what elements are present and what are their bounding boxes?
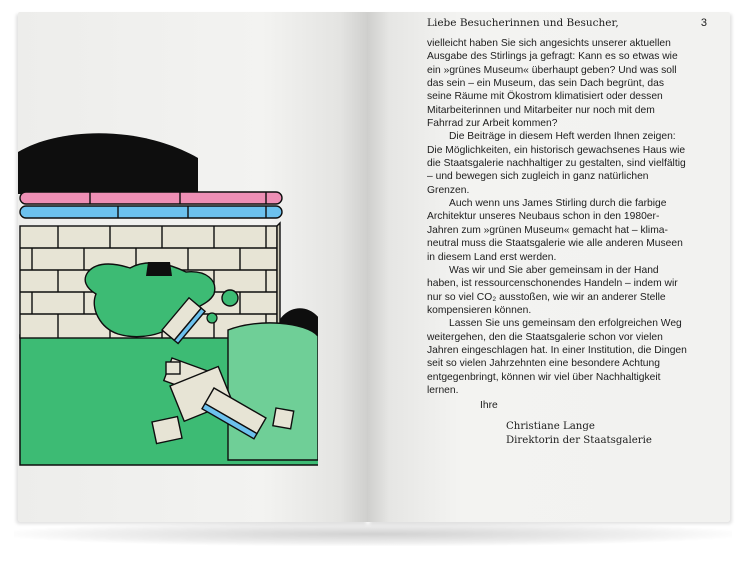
signature-block bbox=[506, 420, 652, 448]
paragraph: Auch wenn uns James Stirling durch die farbige Architektur unseres Neubaus schon in den 1980er-Jahren zum »grünen Museum« gemacht hat – klimaneutral muss die Staatsgalerie wie alle anderen Museen in diesem Land erst werden. bbox=[427, 198, 683, 263]
paragraph: Die Beiträge in diesem Heft werden Ihnen zeigen: Die Möglichkeiten, ein historisch gewachsenes Haus wie die Staatsgalerie nachhaltiger zu gestalten, sind vielfältig – und bewegen sich zugleich in ganz natürlichen Grenzen. bbox=[427, 131, 686, 196]
paragraph: vielleicht haben Sie sich angesichts unserer aktuellen Ausgabe des Stirlings ja gefragt: Kann es so etwas wie ein »grünes Museum« überhaupt geben? Und was soll das sein – ein Museum, das sein Dach begrünt, das seine Räume mit Ökostrom klimatisiert oder dessen Mitarbeiterinnen und Mitarbeiter nur noch mit dem Fahrrad zur Arbeit kommen? bbox=[427, 38, 678, 130]
signature-name: Christiane Lange bbox=[506, 421, 595, 432]
green-drop-shape bbox=[222, 290, 238, 306]
paragraph: Was wir und Sie aber gemeinsam in der Hand haben, ist ressourcenschonendes Handeln – indem wir nur so viel CO₂ ausstoßen, wie wir an anderer Stelle kompensieren können. bbox=[427, 264, 678, 316]
blue-pipe bbox=[20, 206, 282, 218]
letter-body bbox=[427, 37, 689, 397]
paragraph: Lassen Sie uns gemeinsam den erfolgreichen Weg weitergehen, den die Staatsgalerie schon vor vielen Jahren eingeschlagen hat. In einer Institution, die Dingen seit so vielen Jahrzehnten eine besondere Achtung entgegenbringt, können wir viel über Nachhaltigkeit lernen. bbox=[427, 318, 687, 396]
closing-word: Ihre bbox=[480, 400, 498, 411]
green-drop-shape bbox=[207, 313, 217, 323]
letter-header bbox=[427, 17, 707, 29]
salutation: Liebe Besucherinnen und Besucher, bbox=[427, 17, 619, 29]
dark-hole-shape bbox=[146, 262, 172, 276]
black-dome-shape bbox=[18, 133, 198, 194]
page-number: 3 bbox=[700, 17, 707, 29]
green-mound-shape bbox=[228, 323, 318, 460]
pink-pipe bbox=[20, 192, 282, 204]
signature-title: Direktorin der Staatsgalerie bbox=[506, 435, 652, 446]
crumbling-wall-illustration bbox=[18, 130, 318, 480]
